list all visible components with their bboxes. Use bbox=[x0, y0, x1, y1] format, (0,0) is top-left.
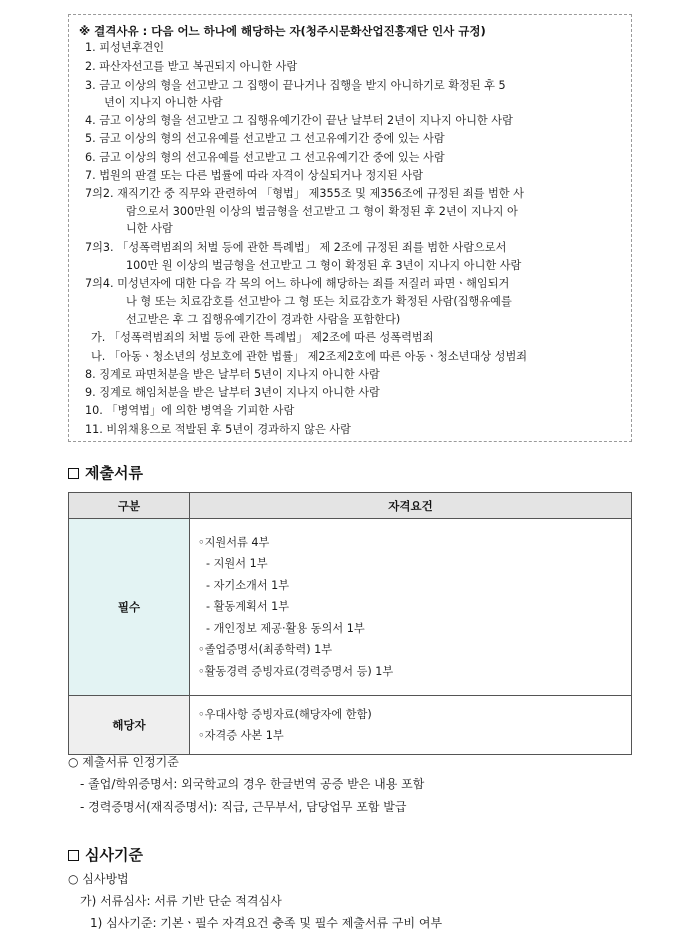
table-row bbox=[69, 696, 632, 755]
disqualification-line: 7의3. 「성폭력범죄의 처벌 등에 관한 특례법」 제 2조에 규정된 죄를 범한 사람으로서 bbox=[85, 241, 507, 254]
disqualification-line: 가. 「성폭력범죄의 처벌 등에 관한 특례법」 제2조에 따른 성폭력범죄 bbox=[91, 331, 434, 344]
criteria-item: - 졸업/학위증명서: 외국학교의 경우 한글번역 공증 받은 내용 포함 bbox=[80, 777, 425, 791]
disqualification-line: 8. 징계로 파면처분을 받은 날부터 5년이 지나지 아니한 사람 bbox=[85, 368, 380, 381]
requirement-subitem: - 자기소개서 1부 bbox=[206, 578, 290, 592]
disqualification-line: 4. 금고 이상의 형을 선고받고 그 집행유예기간이 끝난 날부터 2년이 지나지 아니한 사람 bbox=[85, 114, 513, 127]
disqualification-line: 11. 비위채용으로 적발된 후 5년이 경과하지 않은 사람 bbox=[85, 423, 351, 436]
column-header-category: 구분 bbox=[69, 493, 190, 519]
requirement-subitem: - 활동계획서 1부 bbox=[206, 600, 290, 614]
criteria-title: ○ 제출서류 인정기준 bbox=[68, 755, 179, 769]
disqualification-line: 람으로서 300만원 이상의 벌금형을 선고받고 그 형이 확정된 후 2년이 지나지 아 bbox=[126, 205, 518, 218]
disqualification-line: 6. 금고 이상의 형의 선고유예를 선고받고 그 선고유예기간 중에 있는 사람 bbox=[85, 151, 445, 164]
review-method-title: ○ 심사방법 bbox=[68, 872, 129, 886]
disqualification-line: 3. 금고 이상의 형을 선고받고 그 집행이 끝나거나 집행을 받지 아니하기로 확정된 후 5 bbox=[85, 79, 506, 92]
disqualification-line: 5. 금고 이상의 형의 선고유예를 선고받고 그 선고유예기간 중에 있는 사람 bbox=[85, 132, 445, 145]
checkbox-square-icon bbox=[68, 850, 79, 861]
disqualification-line: 나. 「아동ㆍ청소년의 성보호에 관한 법률」 제2조제2호에 따른 아동ㆍ청소년대상 성범죄 bbox=[91, 350, 528, 363]
documents-table bbox=[68, 492, 632, 755]
requirement-item: ◦자격증 사본 1부 bbox=[198, 729, 284, 742]
disqualification-line: 7의4. 미성년자에 대한 다음 각 목의 어느 하나에 해당하는 죄를 저질러 파면ㆍ해임되거 bbox=[85, 277, 510, 290]
documents-heading bbox=[68, 462, 143, 483]
disqualification-line: 년이 지나지 아니한 사람 bbox=[104, 96, 223, 109]
requirement-subitem: - 지원서 1부 bbox=[206, 557, 268, 571]
disqualification-title: ※ 결격사유 : 다음 어느 하나에 해당하는 자(청주시문화산업진흥재단 인사 규정) bbox=[79, 24, 486, 38]
requirements-cell bbox=[190, 696, 632, 755]
criteria-item: - 경력증명서(재직증명서): 직급, 근무부서, 담당업무 포함 발급 bbox=[80, 800, 407, 814]
category-cell: 해당자 bbox=[69, 696, 190, 755]
requirements-cell bbox=[190, 519, 632, 696]
disqualification-line: 1. 피성년후견인 bbox=[85, 41, 165, 54]
review-step: 가) 서류심사: 서류 기반 단순 적격심사 bbox=[80, 894, 282, 908]
requirement-item: ◦활동경력 증빙자료(경력증명서 등) 1부 bbox=[198, 664, 394, 678]
disqualification-line: 2. 파산자선고를 받고 복권되지 아니한 사람 bbox=[85, 60, 298, 73]
checkbox-square-icon bbox=[68, 468, 79, 479]
review-heading bbox=[68, 844, 143, 865]
review-heading-text: 심사기준 bbox=[85, 846, 143, 864]
disqualification-line: 7의2. 재직기간 중 직무와 관련하여 「형법」 제355조 및 제356조에 규정된 죄를 범한 사 bbox=[85, 187, 524, 200]
table-row bbox=[69, 519, 632, 696]
documents-heading-text: 제출서류 bbox=[85, 464, 143, 482]
column-header-requirements: 자격요건 bbox=[190, 493, 632, 519]
disqualification-line: 선고받은 후 그 집행유예기간이 경과한 사람을 포함한다) bbox=[126, 313, 401, 326]
requirement-item: ◦우대사항 증빙자료(해당자에 한함) bbox=[198, 707, 372, 721]
requirement-item: ◦졸업증명서(최종학력) 1부 bbox=[198, 643, 333, 657]
requirement-subitem: - 개인정보 제공·활용 동의서 1부 bbox=[206, 621, 365, 635]
category-cell: 필수 bbox=[69, 519, 190, 696]
disqualification-line: 10. 「병역법」에 의한 병역을 기피한 사람 bbox=[85, 404, 295, 417]
review-detail: 1) 심사기준: 기본ㆍ필수 자격요건 충족 및 필수 제출서류 구비 여부 bbox=[90, 916, 443, 930]
disqualification-line: 7. 법원의 판결 또는 다른 법률에 따라 자격이 상실되거나 정지된 사람 bbox=[85, 169, 424, 182]
requirement-item: ◦지원서류 4부 bbox=[198, 535, 270, 549]
disqualification-line: 니한 사람 bbox=[126, 222, 173, 235]
disqualification-line: 9. 징계로 해임처분을 받은 날부터 3년이 지나지 아니한 사람 bbox=[85, 386, 380, 399]
disqualification-line: 나 형 또는 치료감호를 선고받아 그 형 또는 치료감호가 확정된 사람(집행유예를 bbox=[126, 295, 512, 308]
disqualification-line: 100만 원 이상의 벌금형을 선고받고 그 형이 확정된 후 3년이 지나지 아니한 사람 bbox=[126, 259, 522, 272]
table-header-row bbox=[69, 493, 632, 519]
